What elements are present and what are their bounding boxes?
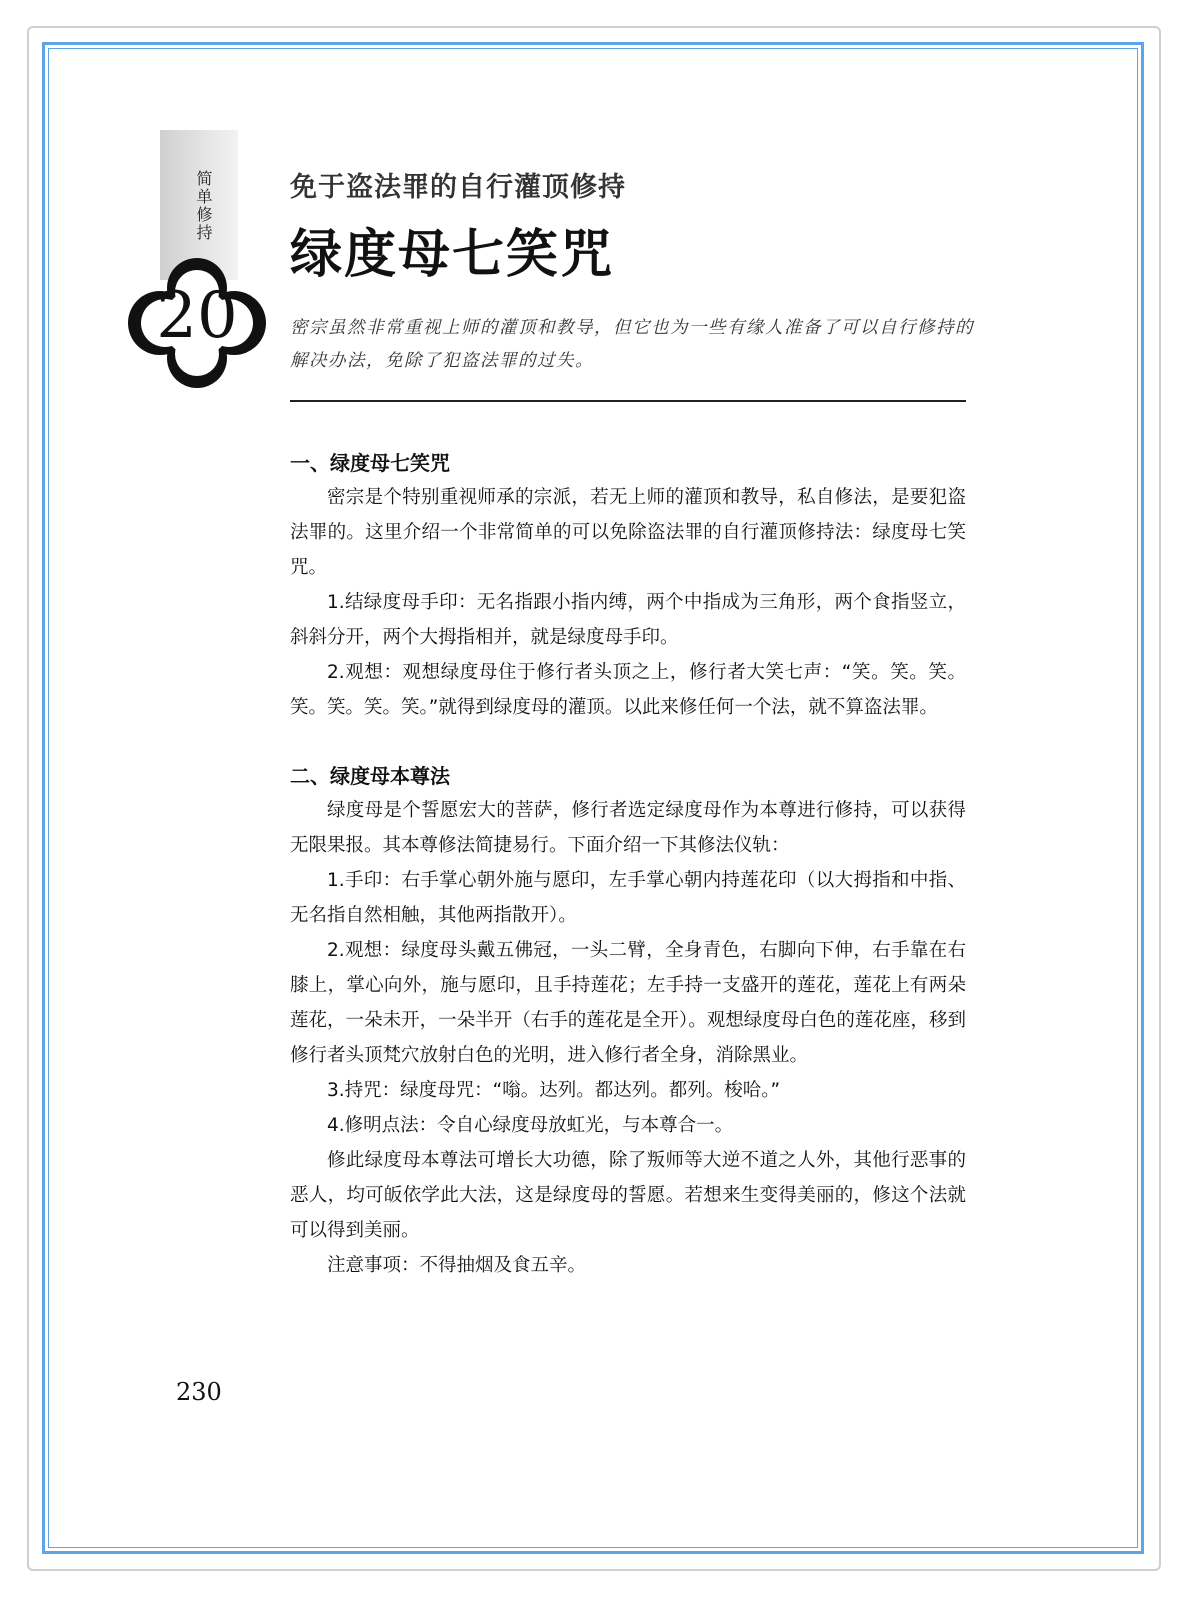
body-paragraph: 密宗是个特别重视师承的宗派，若无上师的灌顶和教导，私自修法，是要犯盗法罪的。这里介绍一个非常简单的可以免除盗法罪的自行灌顶修持法：绿度母七笑咒。: [290, 487, 966, 578]
body-paragraph: 3.持咒：绿度母咒：“嗡。达列。都达列。都列。梭哈。”: [327, 1080, 781, 1101]
body-paragraph: 1.结绿度母手印：无名指跟小指内缚，两个中指成为三角形，两个食指竖立，斜斜分开，两个大拇指相并，就是绿度母手印。: [290, 592, 966, 648]
body-paragraph: 修此绿度母本尊法可增长大功德，除了叛师等大逆不道之人外，其他行恶事的恶人，均可皈依学此大法，这是绿度母的誓愿。若想来生变得美丽的，修这个法就可以得到美丽。: [290, 1150, 966, 1241]
chapter-number: 20: [156, 279, 238, 353]
chapter-title: 绿度母七笑咒: [290, 224, 615, 285]
series-label: 简单修持: [194, 170, 213, 242]
body-paragraph: 绿度母是个誓愿宏大的菩萨，修行者选定绿度母作为本尊进行修持，可以获得无限果报。其本尊修法简捷易行。下面介绍一下其修法仪轨：: [290, 800, 966, 856]
chapter-subtitle: 免于盗法罪的自行灌顶修持: [290, 172, 626, 203]
body-paragraph: 1.手印：右手掌心朝外施与愿印，左手掌心朝内持莲花印（以大拇指和中指、无名指自然相触，其他两指散开）。: [290, 870, 966, 926]
chapter-intro: 密宗虽然非常重视上师的灌顶和教导，但它也为一些有缘人准备了可以自行修持的解决办法，免除了犯盗法罪的过失。: [290, 318, 974, 371]
body-paragraph: 2.观想：观想绿度母住于修行者头顶之上，修行者大笑七声：“笑。笑。笑。笑。笑。笑。笑。”就得到绿度母的灌顶。以此来修任何一个法，就不算盗法罪。: [290, 662, 966, 718]
body-paragraph: 4.修明点法：令自心绿度母放虹光，与本尊合一。: [327, 1115, 734, 1136]
body-paragraph: 注意事项：不得抽烟及食五辛。: [327, 1255, 587, 1276]
section-heading: 二、绿度母本尊法: [290, 764, 450, 788]
page-number: 230: [176, 1378, 222, 1406]
header-divider: [290, 400, 966, 402]
chapter-body: [290, 446, 966, 1283]
section-heading: 一、绿度母七笑咒: [290, 451, 450, 475]
section-gap: [290, 725, 966, 759]
body-paragraph: 2.观想：绿度母头戴五佛冠，一头二臂，全身青色，右脚向下伸，右手靠在右膝上，掌心向外，施与愿印，且手持莲花；左手持一支盛开的莲花，莲花上有两朵莲花，一朵未开，一朵半开（右手的莲花是全开）。观想绿度母白色的莲花座，移到修行者头顶梵穴放射白色的光明，进入修行者全身，消除黑业。: [290, 940, 966, 1066]
